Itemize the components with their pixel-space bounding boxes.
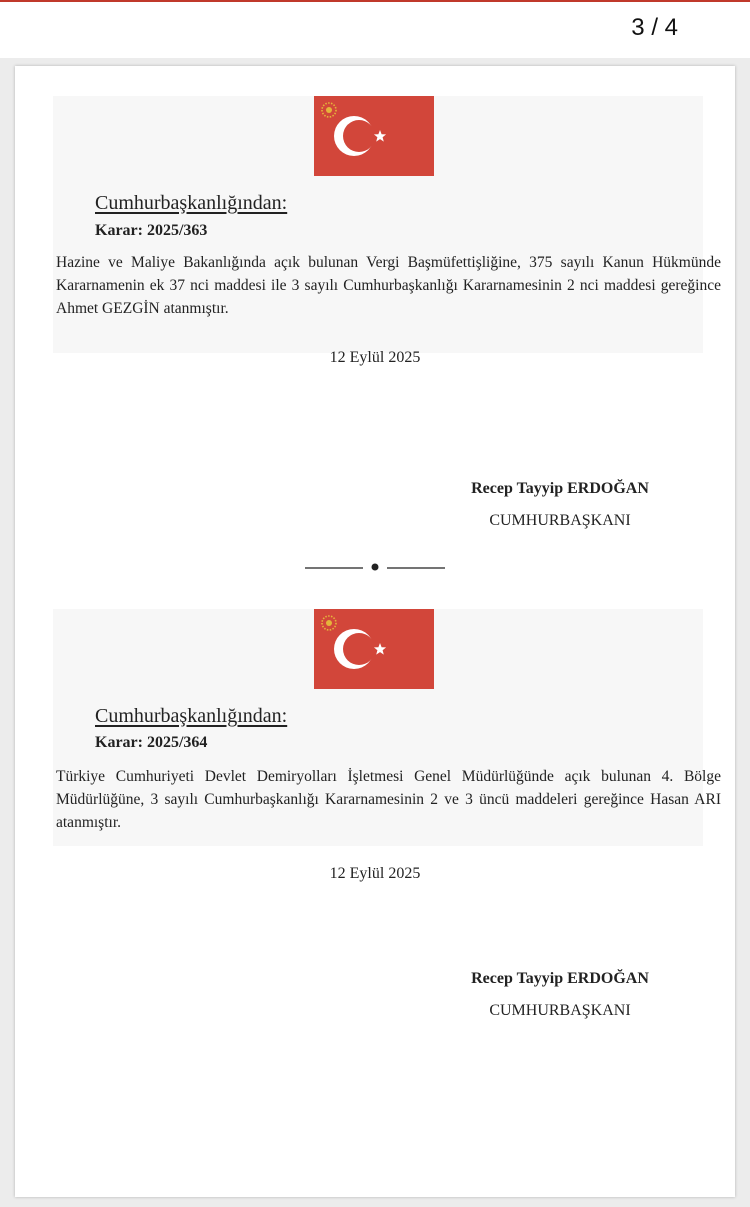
decision-number: Karar: 2025/363 [95, 222, 208, 239]
signer-title: CUMHURBAŞKANI [489, 1002, 631, 1019]
decision-number: Karar: 2025/364 [95, 734, 208, 751]
decision-body: Hazine ve Maliye Bakanlığında açık bulunan Vergi Başmüfettişliğine, 375 sayılı Kanun Hükmünde Kararnamenin ek 37 nci maddesi ile 3 sayılı Cumhurbaşkanlığı Kararnamesinin 2 nci maddesi gereğince Ahmet GEZGİN atanmıştır. [56, 254, 721, 317]
signer-title: CUMHURBAŞKANI [489, 512, 631, 529]
decision-date: 12 Eylül 2025 [329, 349, 421, 366]
page-indicator: 3 / 4 [631, 14, 678, 41]
issuer-heading: Cumhurbaşkanlığından: [95, 705, 288, 727]
viewer-toolbar [0, 2, 750, 58]
presidential-flag-icon [314, 609, 434, 689]
document-page [15, 66, 735, 1197]
decision-body: Türkiye Cumhuriyeti Devlet Demiryolları İşletmesi Genel Müdürlüğünde açık bulunan 4. Bölge Müdürlüğüne, 3 sayılı Cumhurbaşkanlığı Kararnamesinin 2 ve 3 üncü maddeleri gereğince Hasan ARI atanmıştır. [56, 768, 721, 831]
presidential-flag-icon [314, 96, 434, 176]
signer-name: Recep Tayyip ERDOĞAN [471, 480, 649, 497]
decision-date: 12 Eylül 2025 [329, 865, 421, 882]
issuer-heading: Cumhurbaşkanlığından: [95, 192, 288, 214]
section-separator [305, 558, 445, 578]
signer-name: Recep Tayyip ERDOĞAN [471, 970, 649, 987]
